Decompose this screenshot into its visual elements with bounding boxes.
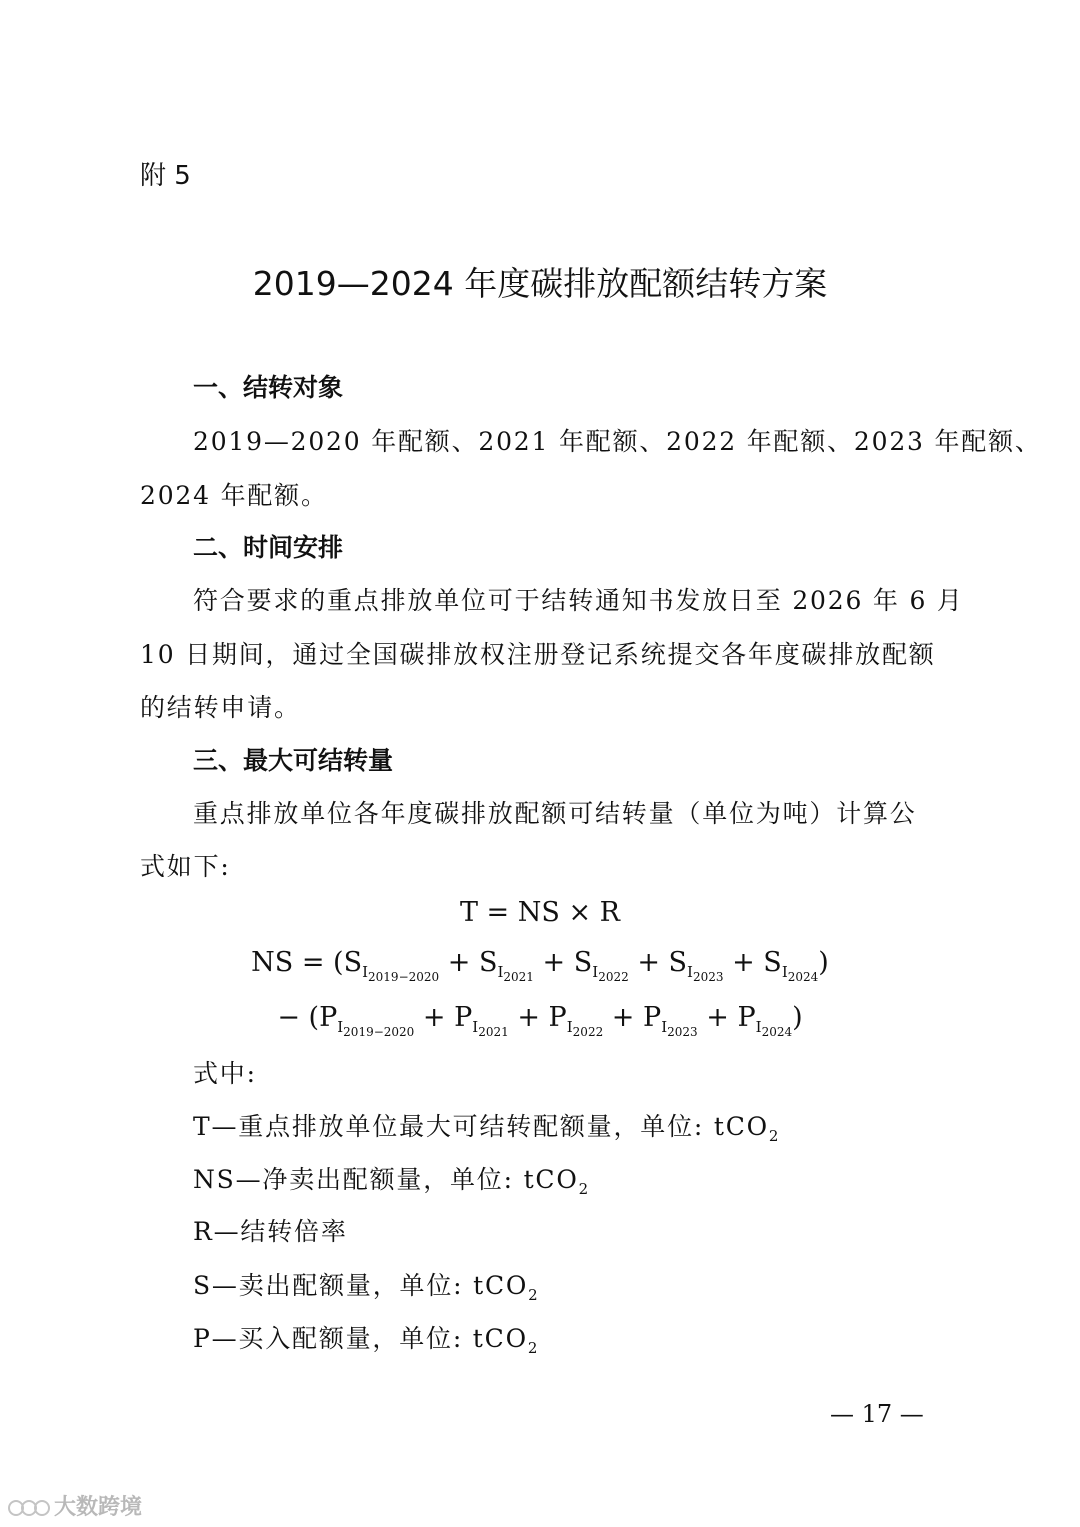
section-heading-2: 二、时间安排 (193, 533, 344, 562)
section-1-line-1: 2019—2020 年配额、2021 年配额、2022 年配额、2023 年配额、 (193, 427, 1042, 456)
definition-r: R—结转倍率 (193, 1217, 348, 1246)
document-title: 2019—2024 年度碳排放配额结转方案 (252, 264, 828, 303)
annex-label: 附 5 (140, 161, 191, 191)
section-2-line-3: 的结转申请。 (140, 693, 301, 722)
section-2-line-1: 符合要求的重点排放单位可于结转通知书发放日至 2026 年 6 月 (193, 586, 964, 615)
watermark-logo-icon (8, 1498, 50, 1518)
page-number: — 17 — (830, 1400, 924, 1428)
section-2-line-2: 10 日期间，通过全国碳排放权注册登记系统提交各年度碳排放配额 (140, 640, 936, 669)
watermark-text: 大数跨境 (54, 1495, 143, 1520)
formula-t: T = NS × R (459, 897, 621, 928)
section-3-line-2: 式如下: (140, 852, 231, 881)
definition-s: S—卖出配额量，单位: tCO$_2$ (193, 1271, 540, 1304)
watermark (8, 1490, 142, 1521)
section-heading-3: 三、最大可结转量 (193, 746, 394, 775)
definition-t: T—重点排放单位最大可结转配额量，单位: tCO$_2$ (193, 1112, 781, 1145)
formula-ns-line-2: − $(P_{I_{2019-2020}} + P_{I_{2021}} + P_{I_{2022}} + P_{I_{2023}} + P_{I_{2024}})$ (277, 1002, 803, 1040)
section-heading-1: 一、结转对象 (193, 373, 344, 402)
section-3-line-1: 重点排放单位各年度碳排放配额可结转量（单位为吨）计算公 (193, 799, 917, 828)
where-label: 式中: (193, 1059, 257, 1088)
definition-p: P—买入配额量，单位: tCO$_2$ (193, 1324, 540, 1357)
formula-ns-line-1: NS = $(S_{I_{2019-2020}} + S_{I_{2021}} + S_{I_{2022}} + S_{I_{2023}} + S_{I_{2024}})$ (251, 947, 829, 985)
definition-ns: NS—净卖出配额量，单位: tCO$_2$ (193, 1165, 590, 1198)
section-1-line-2: 2024 年配额。 (140, 481, 328, 510)
